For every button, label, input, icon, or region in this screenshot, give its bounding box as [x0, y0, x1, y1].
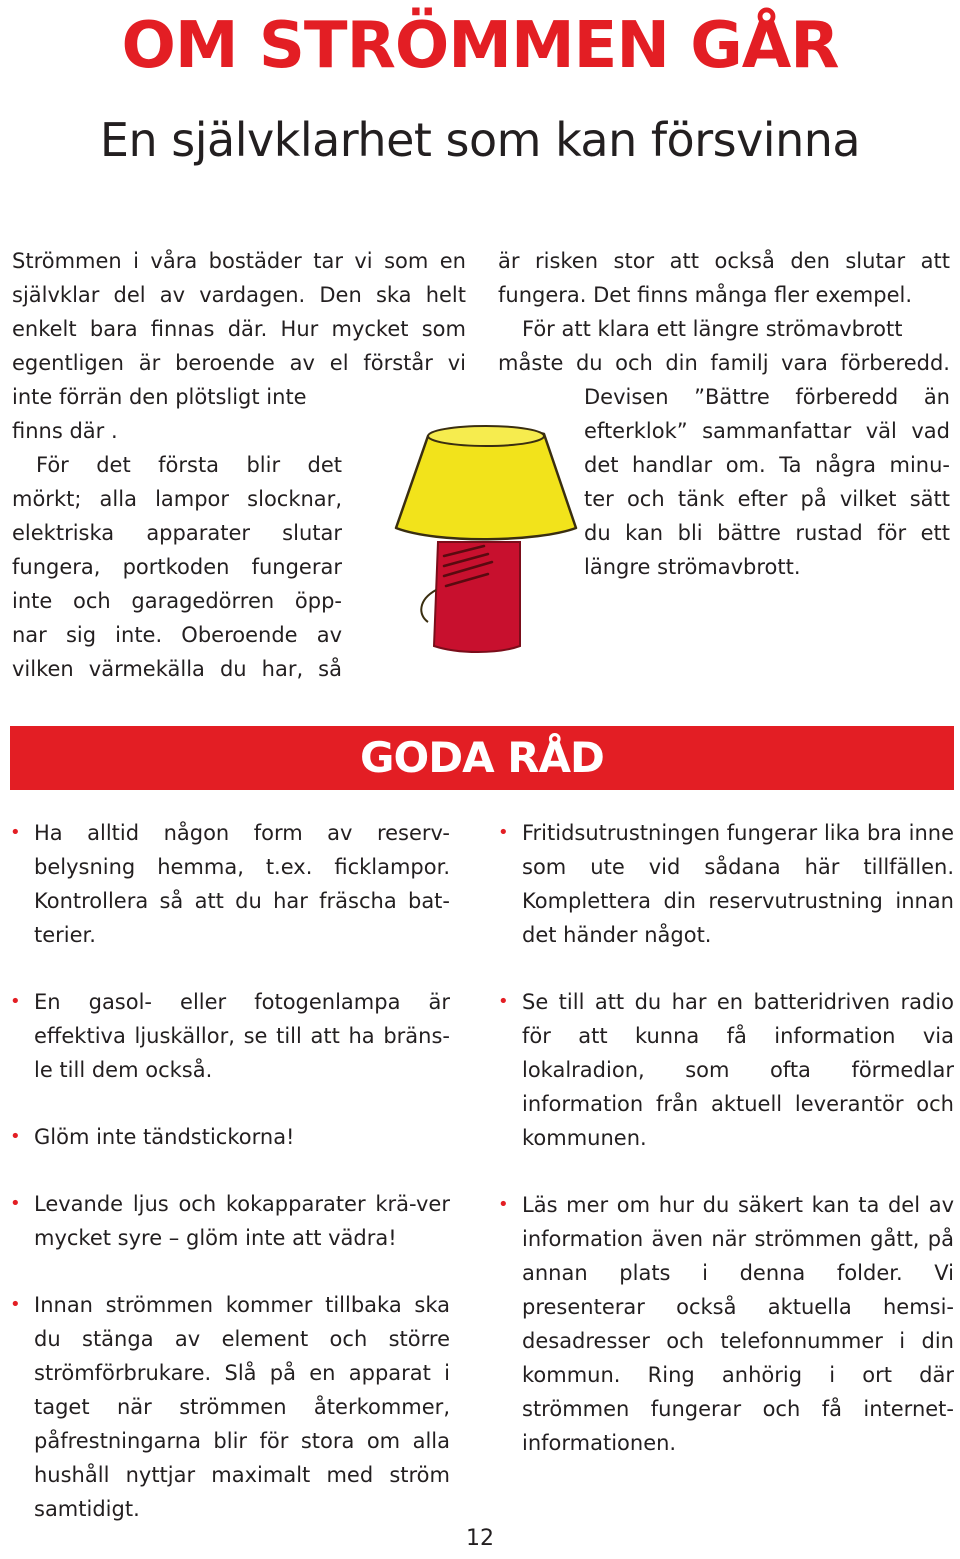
intro-line: finns där .	[12, 419, 118, 443]
tip-text: Fritidsutrustningen fungerar lika bra inne som ute vid sådana här tillfällen. Komplettera din reservutrustning innan det händer något.	[522, 821, 954, 947]
tip-item	[10, 816, 450, 952]
tip-text: Innan strömmen kommer tillbaka ska du stänga av element och större strömförbrukare. Slå på en apparat i taget när strömmen återkommer, påfrestningarna blir för stora om alla hushåll nyttjar maximalt med ström samtidigt.	[34, 1293, 450, 1521]
tip-text: Levande ljus och kokapparater krä-ver mycket syre – glöm inte att vädra!	[34, 1192, 450, 1250]
intro-line: elektriska apparater slutar	[12, 521, 342, 545]
page-number: 12	[466, 1526, 494, 1551]
bullet-icon: •	[10, 1126, 21, 1147]
bullet-icon: •	[498, 1194, 509, 1215]
tip-text: Ha alltid någon form av reserv-belysning hemma, t.ex. ficklampor. Kontrollera så att du har fräscha bat-terier.	[34, 821, 450, 947]
intro-line: längre strömavbrott.	[584, 555, 801, 579]
intro-line: är risken stor att också den slutar att	[498, 249, 950, 273]
tip-item	[498, 985, 954, 1155]
tip-item	[10, 1288, 450, 1526]
tip-item	[498, 1188, 954, 1460]
bullet-icon: •	[10, 991, 21, 1012]
tip-item	[498, 816, 954, 952]
tip-text: En gasol- eller fotogenlampa är effektiva ljuskällor, se till att ha bräns-le till dem också.	[34, 990, 450, 1082]
intro-line: självklar del av vardagen. Den ska helt	[12, 283, 466, 307]
intro-line: fungera, portkoden fungerar	[12, 555, 342, 579]
bullet-icon: •	[498, 822, 509, 843]
intro-line: enkelt bara finnas där. Hur mycket som	[12, 317, 466, 341]
page-title: OM STRÖMMEN GÅR	[121, 9, 839, 83]
intro-line: inte och garagedörren öpp-	[12, 589, 342, 613]
page-subtitle: En självklarhet som kan försvinna	[99, 113, 861, 167]
bullet-icon: •	[10, 822, 21, 843]
tip-text: Glöm inte tändstickorna!	[34, 1125, 295, 1149]
intro-line: du kan bli bättre rustad för ett	[584, 521, 950, 545]
tip-item	[10, 1187, 450, 1255]
intro-line: För att klara ett längre strömavbrott	[522, 317, 903, 341]
bullet-icon: •	[498, 991, 509, 1012]
intro-line: måste du och din familj vara förberedd.	[498, 351, 950, 375]
intro-right-column	[498, 244, 950, 584]
intro-line: För det första blir det	[36, 453, 342, 477]
intro-line: nar sig inte. Oberoende av	[12, 623, 342, 647]
intro-line: ter och tänk efter på vilket sätt	[584, 487, 950, 511]
tip-item	[10, 1120, 450, 1154]
intro-line: egentligen är beroende av el förstår vi	[12, 351, 466, 375]
tip-text: Se till att du har en batteridriven radio för att kunna få information via lokalradion, som ofta förmedlar information från aktuell leverantör och kommunen.	[522, 990, 954, 1150]
tips-list-right	[498, 816, 954, 1493]
intro-line: det handlar om. Ta några minu-	[584, 453, 950, 477]
bullet-icon: •	[10, 1294, 21, 1315]
intro-line: vilken värmekälla du har, så	[12, 657, 342, 681]
tips-list-left	[10, 816, 450, 1559]
intro-line: Devisen ”Bättre förberedd än	[584, 385, 950, 409]
intro-line: fungera. Det finns många fler exempel.	[498, 283, 913, 307]
intro-line: efterklok” sammanfattar väl vad	[584, 419, 950, 443]
tip-text: Läs mer om hur du säkert kan ta del av information även när strömmen gått, på annan plats i denna folder. Vi presenterar också aktuella hemsi-desadresser och telefonnummer i din kommun. Ring anhörig i ort där strömmen fungerar och få internet-informationen.	[522, 1193, 954, 1455]
bullet-icon: •	[10, 1193, 21, 1214]
tips-section-title: GODA RÅD	[360, 733, 604, 782]
intro-line: inte förrän den plötsligt inte	[12, 385, 307, 409]
tip-item	[10, 985, 450, 1087]
tips-banner	[10, 726, 954, 790]
intro-line: Strömmen i våra bostäder tar vi som en	[12, 249, 466, 273]
intro-line: mörkt; alla lampor slocknar,	[12, 487, 342, 511]
